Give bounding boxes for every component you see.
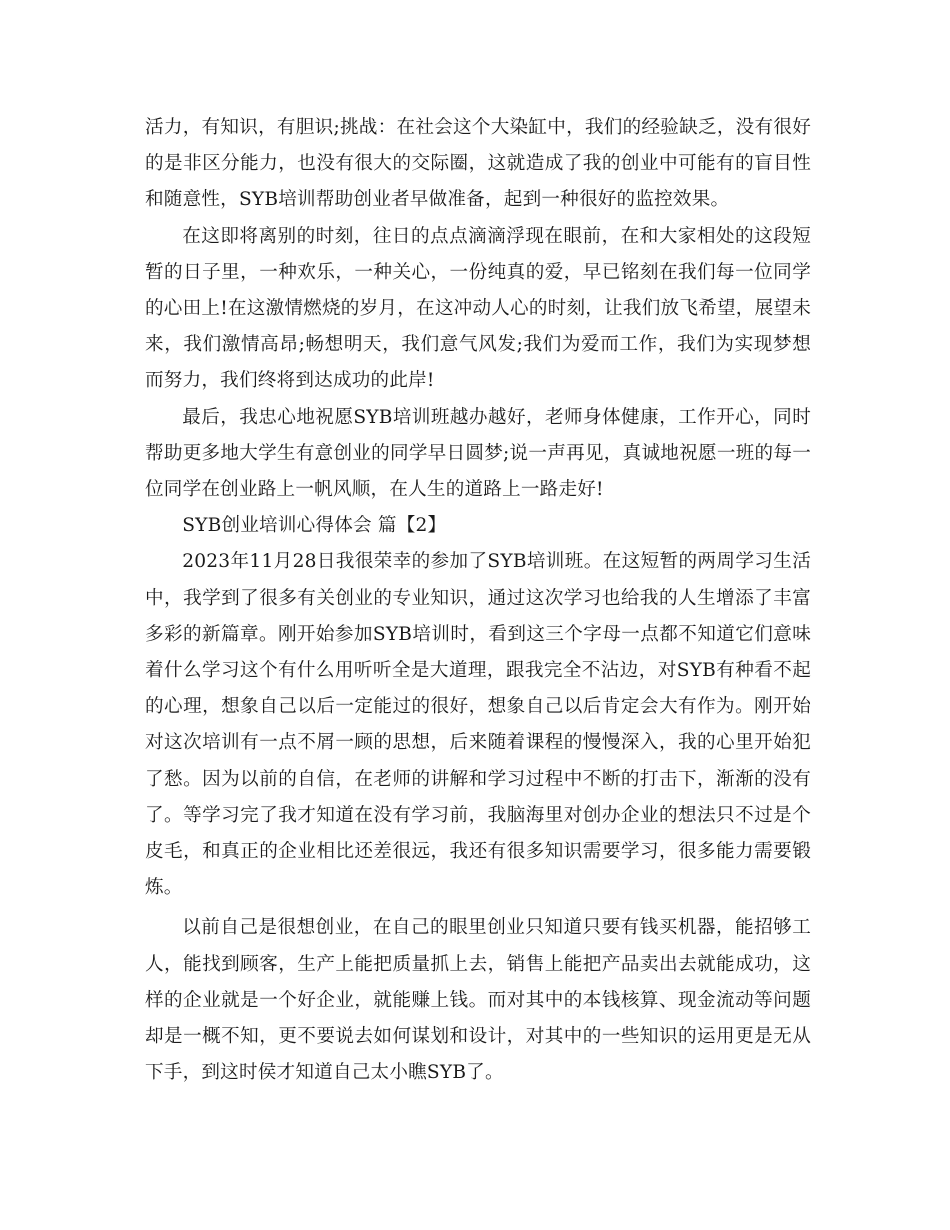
paragraph-previous-view: 以前自己是很想创业，在自己的眼里创业只知道只要有钱买机器，能招够工人，能找到顾客，生产上能把质量抓上去，销售上能把产品卖出去就能成功，这样的企业就是一个好企业，就能赚上钱。而对其中的本钱核算、现金流动等问题却是一概不知，更不要说去如何谋划和设计，对其中的一些知识的运用更是无从下手，到这时侯才知道自己太小瞧SYB了。 xyxy=(145,917,811,1084)
paragraph-continuation: 活力，有知识，有胆识;挑战：在社会这个大染缸中，我们的经验缺乏，没有很好的是非区分能力，也没有很大的交际圈，这就造成了我的创业中可能有的盲目性和随意性，SYB培训帮助创业者早做准备，起到一种很好的监控效果。 xyxy=(145,117,811,211)
paragraph-farewell: 在这即将离别的时刻，往日的点点滴滴浮现在眼前，在和大家相处的这段短暂的日子里，一种欢乐，一种关心，一份纯真的爱，早已铭刻在我们每一位同学的心田上!在这激情燃烧的岁月，在这冲动人心的时刻，让我们放飞希望，展望未来，我们激情高昂;畅想明天，我们意气风发;我们为爱而工作，我们为实现梦想而努力，我们终将到达成功的此岸! xyxy=(145,225,811,392)
paragraph-closing-wishes: 最后，我忠心地祝愿SYB培训班越办越好，老师身体健康，工作开心，同时帮助更多地大学生有意创业的同学早日圆梦;说一声再见，真诚地祝愿一班的每一位同学在创业路上一帆风顺，在人生的道路上一路走好! xyxy=(145,406,811,501)
paragraph-training-experience: 2023年11月28日我很荣幸的参加了SYB培训班。在这短暂的两周学习生活中，我学到了很多有关创业的专业知识，通过这次学习也给我的人生增添了丰富多彩的新篇章。刚开始参加SYB培训时，看到这三个字母一点都不知道它们意味着什么学习这个有什么用听听全是大道理，跟我完全不沾边，对SYB有种看不起的心理，想象自己以后一定能过的很好，想象自己以后肯定会大有作为。刚开始对这次培训有一点不屑一顾的思想，后来随着课程的慢慢深入，我的心里开始犯了愁。因为以前的自信，在老师的讲解和学习过程中不断的打击下，渐渐的没有了。等学习完了我才知道在没有学习前，我脑海里对创办企业的想法只不过是个皮毛，和真正的企业相比还差很远，我还有很多知识需要学习，很多能力需要锻炼。 xyxy=(145,551,811,899)
section-heading: SYB创业培训心得体会 篇【2】 xyxy=(182,515,447,537)
document-body xyxy=(145,110,811,1091)
